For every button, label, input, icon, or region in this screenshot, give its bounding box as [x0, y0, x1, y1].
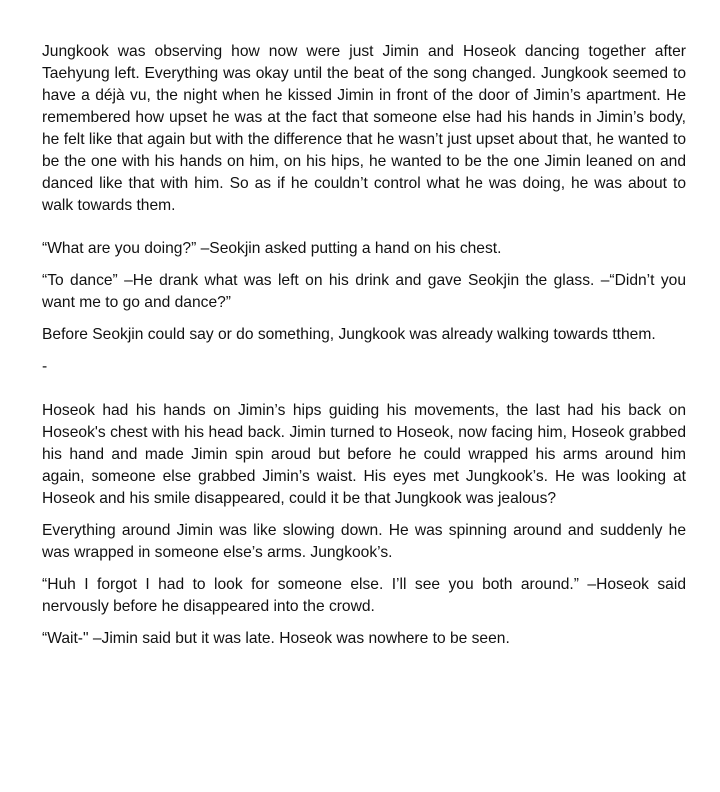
paragraph-7: “Huh I forgot I had to look for someone else. I’ll see you both around.” –Hoseok said nervously before he disappeared into the crowd.: [42, 576, 686, 615]
document-page: [42, 41, 686, 660]
scene-break: -: [42, 358, 48, 375]
paragraph-2: “What are you doing?” –Seokjin asked putting a hand on his chest.: [42, 240, 502, 257]
paragraph-1: Jungkook was observing how now were just Jimin and Hoseok dancing together after Taehyung left. Everything was okay until the beat of the song changed. Jungkook seemed to have a déjà vu, the night when he kissed Jimin in front of the door of Jimin’s apartment. He remembered how upset he was at the fact that someone else had his hands in Jimin’s body, he felt like that again but with the difference that he wasn’t just upset about that, he wanted to be the one with his hands on him, on his hips, he wanted to be the one Jimin leaned on and danced like that with him. So as if he couldn’t control what he was doing, he was about to walk towards them.: [42, 43, 686, 214]
paragraph-5: Hoseok had his hands on Jimin’s hips guiding his movements, the last had his back on Hoseok's chest with his head back. Jimin turned to Hoseok, now facing him, Hoseok grabbed his hand and made Jimin spin aroud but before he could wrapped his arms around him again, someone else grabbed Jimin’s waist. His eyes met Jungkook’s. He was looking at Hoseok and his smile disappeared, could it be that Jungkook was jealous?: [42, 402, 686, 507]
paragraph-3: “To dance” –He drank what was left on his drink and gave Seokjin the glass. –“Didn’t you want me to go and dance?”: [42, 272, 686, 311]
paragraph-6: Everything around Jimin was like slowing down. He was spinning around and suddenly he was wrapped in someone else’s arms. Jungkook’s.: [42, 522, 686, 561]
paragraph-8: “Wait-" –Jimin said but it was late. Hoseok was nowhere to be seen.: [42, 630, 510, 647]
paragraph-4: Before Seokjin could say or do something, Jungkook was already walking towards tthem.: [42, 326, 656, 343]
